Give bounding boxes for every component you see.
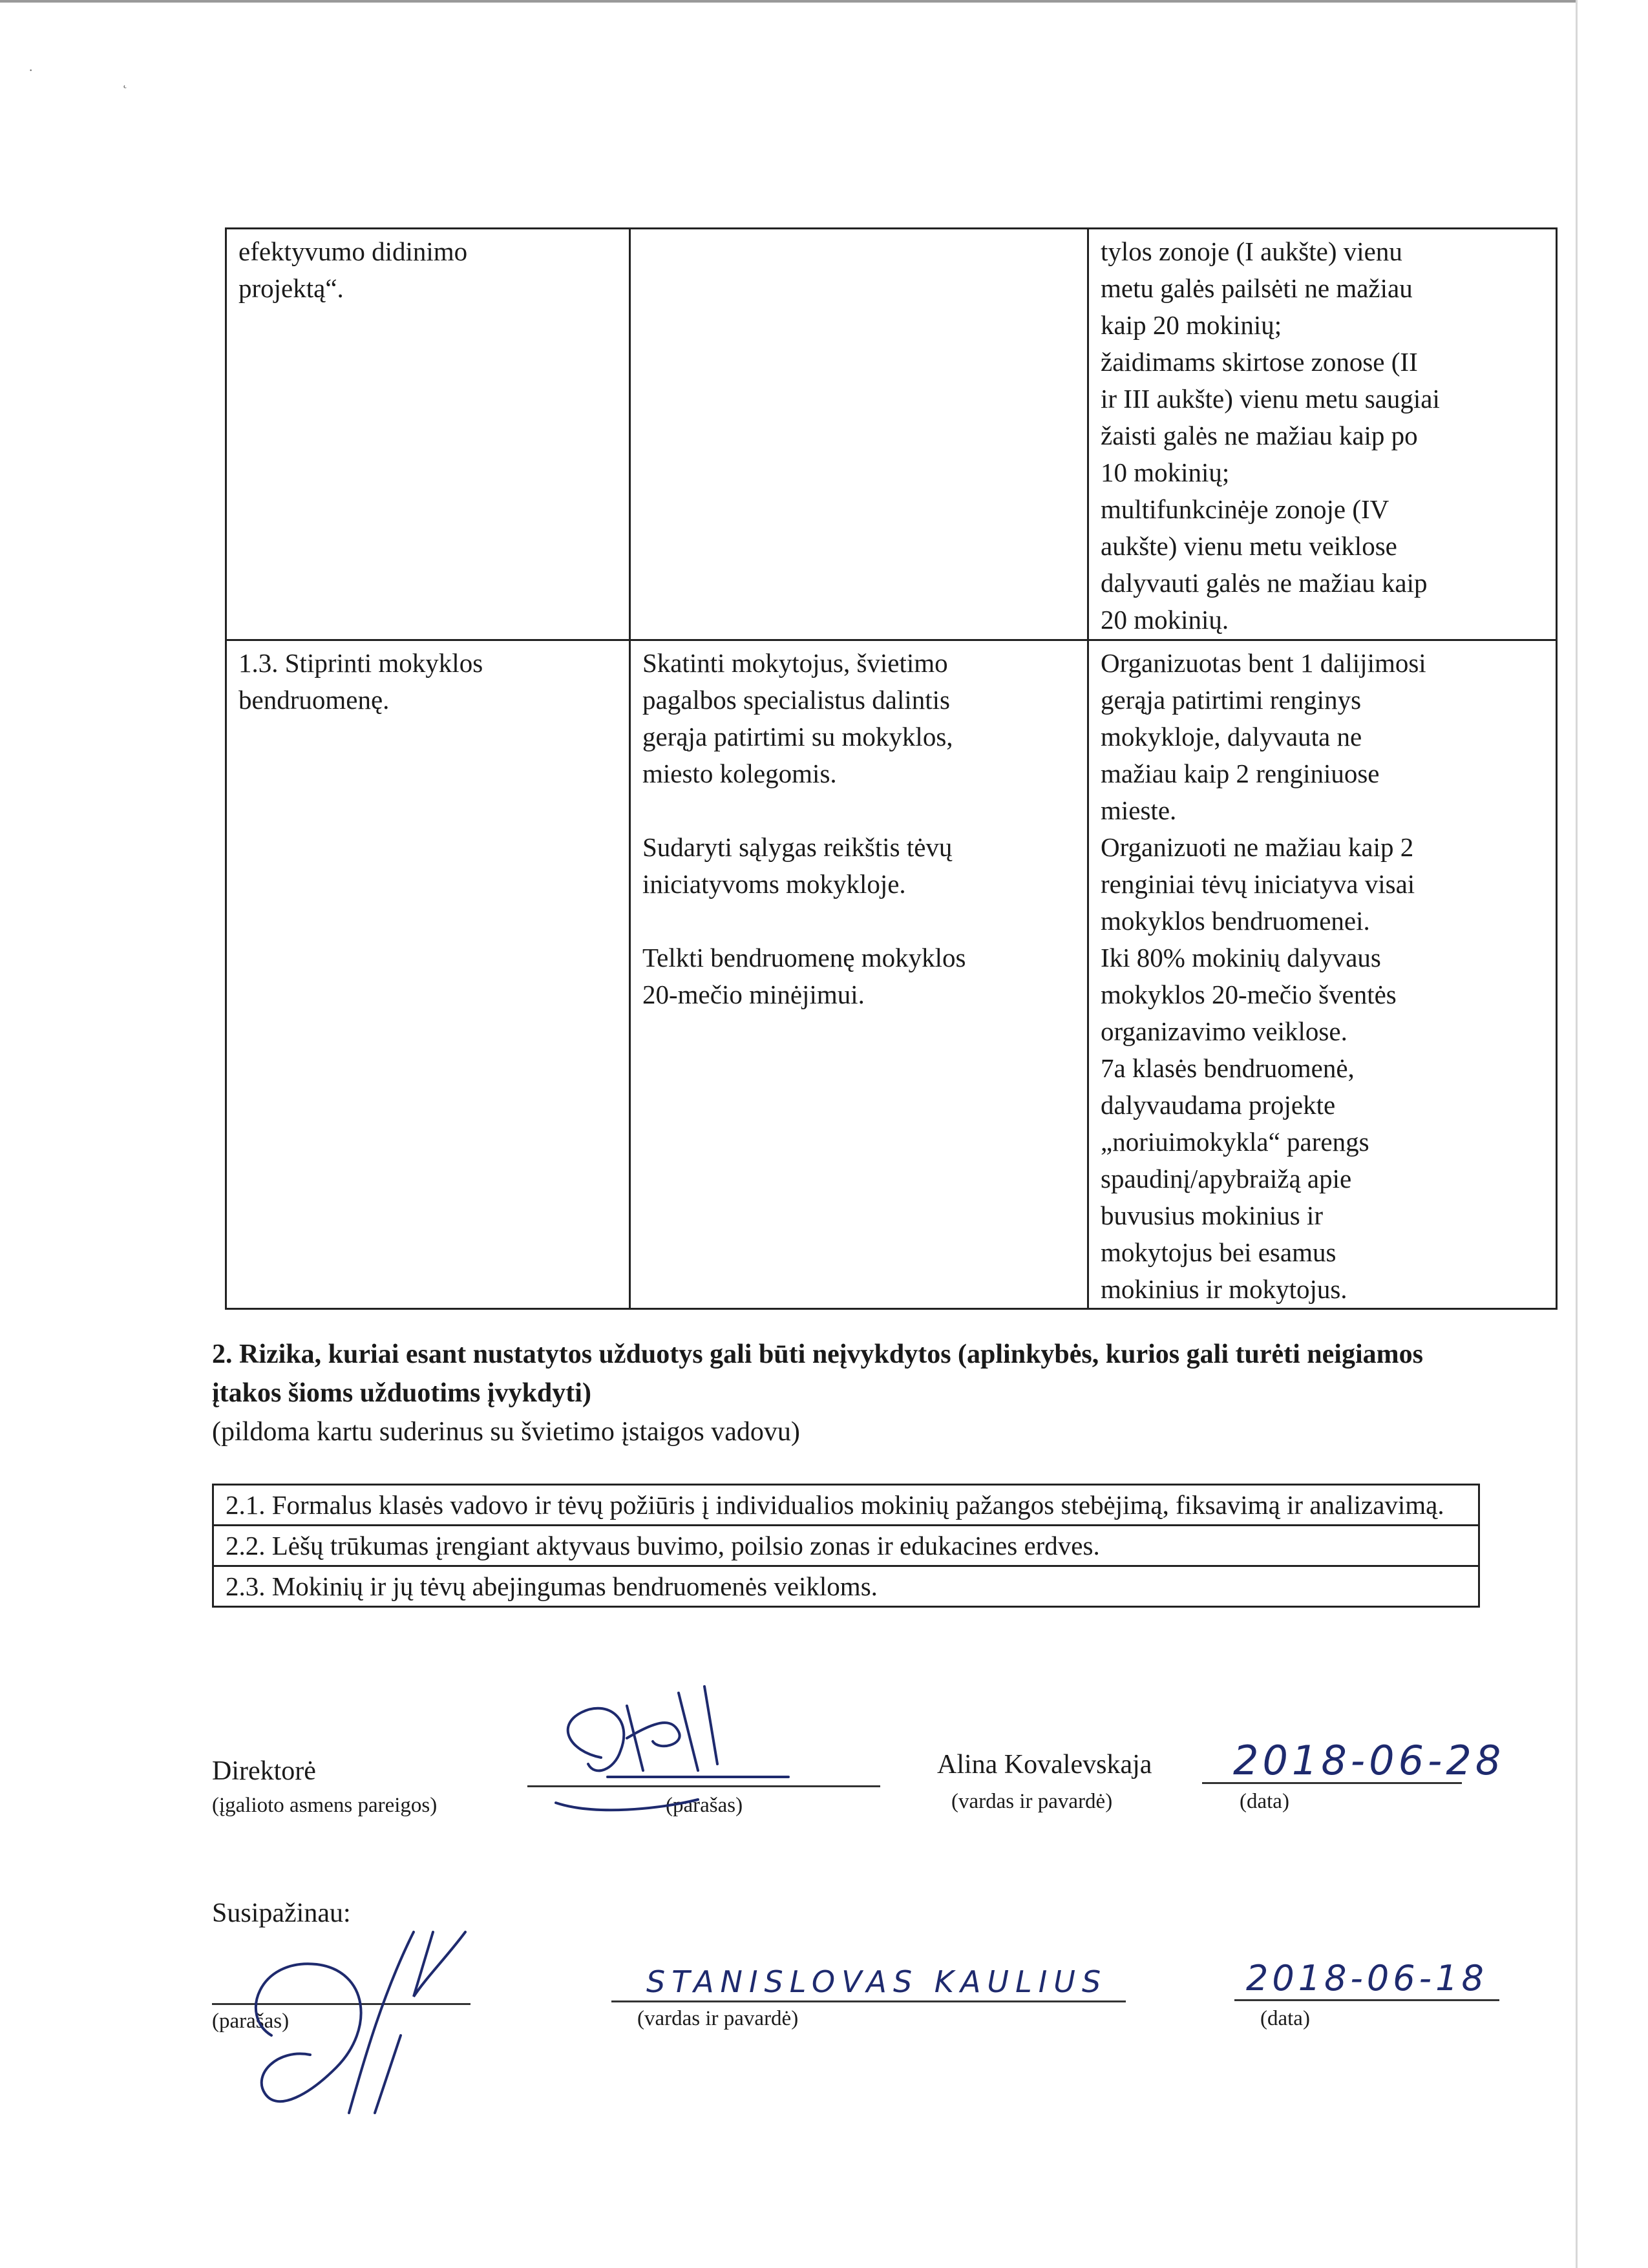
tasks-table (225, 227, 1480, 1304)
cell-text: 10 mokinių; (1101, 457, 1230, 487)
cell-text: Telkti bendruomenę mokyklos (642, 943, 966, 972)
cell-text: renginiai tėvų iniciatyva visai (1101, 869, 1415, 899)
cell-text: pagalbos specialistus dalintis (642, 685, 950, 715)
table-row (226, 229, 1557, 640)
name-caption: (vardas ir pavardė) (951, 1790, 1113, 1813)
table-row (213, 1566, 1479, 1607)
name-line (611, 2000, 1126, 2002)
paragraph-gap (642, 903, 1075, 940)
table-row (213, 1526, 1479, 1566)
director-title: Direktorė (212, 1756, 316, 1786)
cell-text: aukšte) vienu metu veiklose (1101, 531, 1397, 561)
table-cell (1088, 229, 1557, 640)
risk-item: 2.1. Formalus klasės vadovo ir tėvų požiūris į individualios mokinių pažangos stebėjimą, fiksavimą ir analizavimą. (213, 1485, 1479, 1526)
cell-text: mokinius ir mokytojus. (1101, 1274, 1347, 1304)
section-2-title: 2. Rizika, kuriai esant nustatytos užduotys gali būti neįvykdytos (aplinkybės, kurios gali turėti neigiamos įtakos šioms užduotims įvykdyti) (212, 1339, 1423, 1408)
cell-text: žaidimams skirtose zonose (II (1101, 347, 1418, 377)
cell-text: gerąja patirtimi renginys (1101, 685, 1362, 715)
cell-text: Organizuotas bent 1 dalijimosi (1101, 648, 1426, 678)
cell-text: projektą“. (238, 273, 344, 303)
second-name: STANISLOVAS KAULIUS (646, 1964, 1108, 1999)
paragraph-gap (642, 792, 1075, 829)
director-date: 2018-06-28 (1233, 1737, 1505, 1784)
cell-text: organizavimo veiklose. (1101, 1016, 1347, 1046)
table-cell (1088, 640, 1557, 1309)
cell-text: buvusius mokinius ir (1101, 1201, 1323, 1230)
acquainted-label: Susipažinau: (212, 1898, 351, 1928)
cell-text: Organizuoti ne mažiau kaip 2 (1101, 832, 1414, 862)
cell-text: Sudaryti sąlygas reikštis tėvų (642, 832, 953, 862)
table-cell (630, 640, 1088, 1309)
cell-text: žaisti galės ne mažiau kaip po (1101, 421, 1418, 450)
risk-table (212, 1484, 1480, 1608)
section-2-note: (pildoma kartu suderinus su švietimo įstaigos vadovu) (212, 1417, 800, 1447)
cell-text: dalyvaudama projekte (1101, 1090, 1336, 1120)
scan-right-edge (1576, 0, 1578, 2268)
table-row (213, 1485, 1479, 1526)
second-signature-caption: (parašas) (212, 2010, 290, 2033)
cell-text: gerąja patirtimi su mokyklos, (642, 722, 953, 751)
cell-text: 20-mečio minėjimui. (642, 980, 865, 1009)
table-cell (226, 640, 630, 1309)
risk-item: 2.3. Mokinių ir jų tėvų abejingumas bendruomenės veikloms. (213, 1566, 1479, 1607)
cell-text: ir III aukšte) vienu metu saugiai (1101, 384, 1440, 414)
cell-text: „noriuimokykla“ parengs (1101, 1127, 1369, 1157)
cell-text: 7a klasės bendruomenė, (1101, 1053, 1355, 1083)
cell-text: 20 mokinių. (1101, 605, 1229, 635)
second-name-caption: (vardas ir pavardė) (637, 2007, 799, 2030)
scan-top-edge (0, 0, 1577, 3)
risk-item: 2.2. Lėšų trūkumas įrengiant aktyvaus buvimo, poilsio zonas ir edukacines erdves. (213, 1526, 1479, 1566)
table-cell (226, 229, 630, 640)
cell-text: mokyklos bendruomenei. (1101, 906, 1370, 936)
date-caption: (data) (1240, 1790, 1289, 1813)
cell-text: dalyvauti galės ne mažiau kaip (1101, 568, 1428, 598)
cell-text: miesto kolegomis. (642, 759, 837, 788)
cell-text: spaudinį/apybraižą apie (1101, 1164, 1352, 1193)
signature-caption: (parašas) (666, 1794, 743, 1817)
cell-text: Iki 80% mokinių dalyvaus (1101, 943, 1381, 972)
cell-text: mažiau kaip 2 renginiuose (1101, 759, 1380, 788)
cell-text: mokykloje, dalyvauta ne (1101, 722, 1362, 751)
signature-line (212, 2003, 470, 2005)
table-cell (630, 229, 1088, 640)
cell-text: iniciatyvoms mokykloje. (642, 869, 906, 899)
director-name: Alina Kovalevskaja (937, 1750, 1152, 1780)
cell-text: mokyklos 20-mečio šventės (1101, 980, 1397, 1009)
scan-speck: ˛ (123, 72, 128, 89)
date-line (1234, 1999, 1499, 2001)
cell-text: multifunkcinėje zonoje (IV (1101, 494, 1389, 524)
cell-text: kaip 20 mokinių; (1101, 310, 1282, 340)
signature-line (527, 1785, 880, 1787)
table-row (226, 640, 1557, 1309)
scan-speck: · (28, 62, 34, 78)
cell-text: metu galės pailsėti ne mažiau (1101, 273, 1413, 303)
cell-text: efektyvumo didinimo (238, 236, 468, 266)
cell-text: Skatinti mokytojus, švietimo (642, 648, 948, 678)
date-line (1202, 1782, 1462, 1784)
cell-text: 1.3. Stiprinti mokyklos (238, 648, 483, 678)
cell-text: tylos zonoje (I aukšte) vienu (1101, 236, 1402, 266)
cell-text: mieste. (1101, 795, 1177, 825)
second-date: 2018-06-18 (1246, 1958, 1488, 1999)
second-date-caption: (data) (1260, 2007, 1310, 2030)
cell-text: mokytojus bei esamus (1101, 1237, 1336, 1267)
director-title-caption: (įgalioto asmens pareigos) (212, 1794, 438, 1817)
cell-text: bendruomenę. (238, 685, 390, 715)
